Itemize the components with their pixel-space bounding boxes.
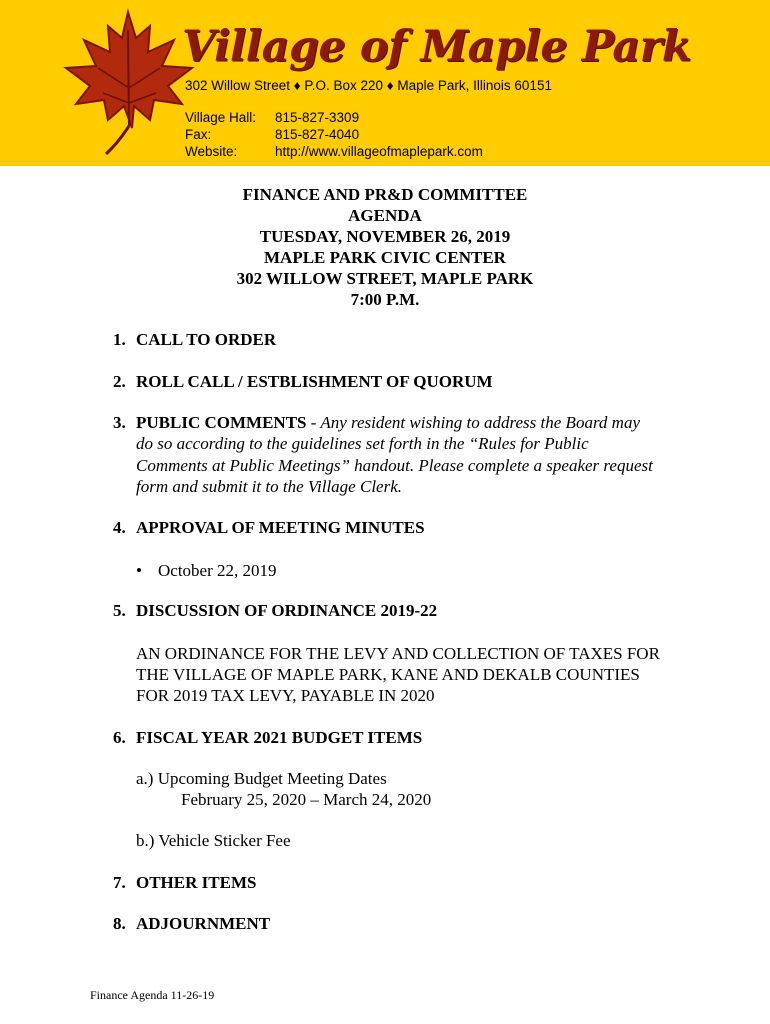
item-number: 8. xyxy=(113,914,126,933)
item-number: 5. xyxy=(113,601,126,620)
item-title: DISCUSSION OF ORDINANCE 2019-22 xyxy=(136,601,438,620)
meeting-time: 7:00 P.M. xyxy=(350,290,420,309)
contact-label: Fax: xyxy=(185,127,212,142)
budget-subitem-a: a.) Upcoming Budget Meeting Dates xyxy=(136,769,387,788)
committee-name: FINANCE AND PR&D COMMITTEE xyxy=(242,185,528,204)
maple-leaf-icon xyxy=(58,8,198,158)
item-title: ADJOURNMENT xyxy=(136,914,271,933)
public-comments-note: Comments at Public Meetings” handout. Please complete a speaker request xyxy=(136,456,653,475)
contact-value: 815-827-4040 xyxy=(275,127,360,142)
meeting-address: 302 WILLOW STREET, MAPLE PARK xyxy=(236,269,534,288)
agenda-item-5 xyxy=(113,601,437,621)
budget-subitem-b: b.) Vehicle Sticker Fee xyxy=(136,831,291,850)
item-number: 7. xyxy=(113,873,126,892)
item-title: CALL TO ORDER xyxy=(136,330,277,349)
contact-fax xyxy=(185,127,359,142)
item-title: FISCAL YEAR 2021 BUDGET ITEMS xyxy=(136,728,423,747)
item-title: PUBLIC COMMENTS xyxy=(136,413,307,432)
ordinance-text: THE VILLAGE OF MAPLE PARK, KANE AND DEKALB COUNTIES xyxy=(136,665,640,684)
contact-village-hall xyxy=(185,110,359,125)
letterhead xyxy=(0,0,770,166)
item-number: 4. xyxy=(113,518,126,537)
public-comments-note: form and submit it to the Village Clerk. xyxy=(136,477,402,496)
budget-meeting-dates: February 25, 2020 – March 24, 2020 xyxy=(181,790,432,809)
contact-label: Village Hall: xyxy=(185,110,257,125)
agenda-label: AGENDA xyxy=(348,206,422,225)
public-comments-note: - Any resident wishing to address the Board may xyxy=(306,413,641,432)
contact-label: Website: xyxy=(185,144,238,159)
website-link[interactable]: http://www.villageofmaplepark.com xyxy=(275,144,483,159)
agenda-item-4 xyxy=(113,518,425,538)
contact-website xyxy=(185,144,483,159)
agenda-item-8 xyxy=(113,914,270,934)
bullet-icon: • xyxy=(136,561,142,580)
item-title: APPROVAL OF MEETING MINUTES xyxy=(136,518,425,537)
ordinance-text: FOR 2019 TAX LEVY, PAYABLE IN 2020 xyxy=(136,686,435,705)
minutes-date: October 22, 2019 xyxy=(158,561,277,580)
agenda-heading xyxy=(0,184,770,310)
item-number: 6. xyxy=(113,728,126,747)
agenda-item-3 xyxy=(113,413,640,433)
item-number: 3. xyxy=(113,413,126,432)
item-number: 1. xyxy=(113,330,126,349)
item-title: ROLL CALL / ESTBLISHMENT OF QUORUM xyxy=(136,372,493,391)
agenda-item-6 xyxy=(113,728,422,748)
contact-value: 815-827-3309 xyxy=(275,110,360,125)
village-title: Village of Maple Park xyxy=(182,22,692,72)
ordinance-text: AN ORDINANCE FOR THE LEVY AND COLLECTION OF TAXES FOR xyxy=(136,644,660,663)
meeting-venue: MAPLE PARK CIVIC CENTER xyxy=(264,248,506,267)
public-comments-note: do so according to the guidelines set forth in the “Rules for Public xyxy=(136,434,589,453)
item-number: 2. xyxy=(113,372,126,391)
item-title: OTHER ITEMS xyxy=(136,873,257,892)
agenda-item-2 xyxy=(113,372,493,392)
page-footer: Finance Agenda 11-26-19 xyxy=(90,988,215,1002)
village-address: 302 Willow Street ♦ P.O. Box 220 ♦ Maple Park, Illinois 60151 xyxy=(185,78,552,93)
agenda-item-1 xyxy=(113,330,276,350)
agenda-item-7 xyxy=(113,873,256,893)
meeting-date: TUESDAY, NOVEMBER 26, 2019 xyxy=(259,227,511,246)
list-item xyxy=(136,561,277,581)
